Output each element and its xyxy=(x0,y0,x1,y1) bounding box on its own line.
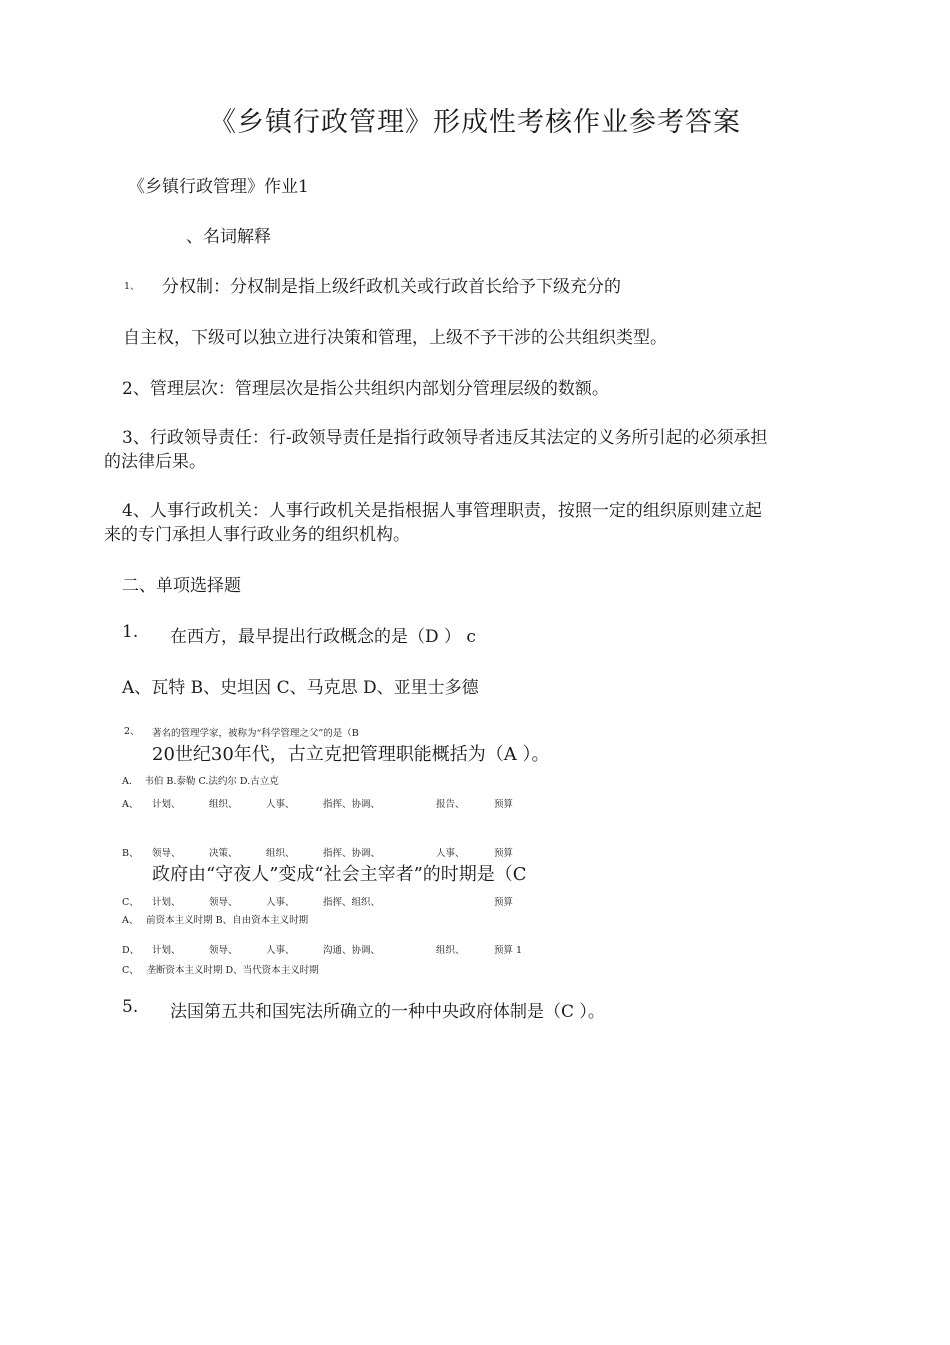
q3-option-a-item: 组织、 xyxy=(209,799,238,810)
q3-option-b-item: 人事、 xyxy=(436,848,465,859)
q3-option-d-item: 计划、 xyxy=(152,945,181,956)
q3-option-d-item: 领导、 xyxy=(209,945,238,956)
term-1-line2: 自主权，下级可以独立进行决策和管理，上级不予干涉的公共组织类型。 xyxy=(123,328,667,348)
q3-option-a-item: 报告、 xyxy=(436,799,465,810)
term-4-line1: 4、人事行政机关：人事行政机关是指根据人事管理职责，按照一定的组织原则建立起 xyxy=(122,501,762,521)
section-heading-terms: 、名词解释 xyxy=(186,227,271,247)
question-3-text: 20世纪30年代，古立克把管理职能概括为（A ）。 xyxy=(152,744,550,765)
q3-option-d-item: 人事、 xyxy=(266,945,295,956)
term-1-line1: 分权制：分权制是指上级纤政机关或行政首长给予下级充分的 xyxy=(162,277,621,297)
q3-option-c-item: 计划、 xyxy=(152,897,181,908)
q3-option-d-item: 组织、 xyxy=(436,945,465,956)
q3-option-c-item: 领导、 xyxy=(209,897,238,908)
q3-option-a-item: 计划、 xyxy=(152,799,181,810)
question-5-text: 法国第五共和国宪法所确立的一种中央政府体制是（C ）。 xyxy=(170,1002,605,1022)
term-3-line2: 的法律后果。 xyxy=(104,452,206,472)
assignment-subtitle: 《乡镇行政管理》作业1 xyxy=(128,177,309,197)
question-4-options-line1: A、 前资本主义时期 B、自由资本主义时期 xyxy=(122,915,309,926)
question-1-number: 1. xyxy=(122,622,139,642)
q3-option-c-item: 指挥、组织、 xyxy=(323,897,381,908)
q3-option-b-item: 领导、 xyxy=(152,848,181,859)
question-5-number: 5. xyxy=(122,997,139,1017)
question-4-text: 政府由“守夜人”变成“社会主宰者”的时期是（C xyxy=(152,864,527,885)
q3-option-c-item: 人事、 xyxy=(266,897,295,908)
question-2-text: 著名的管理学家，被称为“科学管理之父”的是（B xyxy=(152,728,359,739)
question-1-text: 在西方，最早提出行政概念的是（D ） c xyxy=(170,627,476,647)
q3-option-b-label: B、 xyxy=(122,848,139,859)
question-2-options: A. 韦伯 B.泰勒 C.法约尔 D.古立克 xyxy=(122,776,279,787)
term-4-line2: 来的专门承担人事行政业务的组织机构。 xyxy=(104,525,410,545)
q3-option-c-item: 预算 xyxy=(494,897,514,908)
q3-option-d-label: D、 xyxy=(122,945,140,956)
section-heading-choice: 二、单项选择题 xyxy=(122,576,241,596)
q3-option-b-item: 组织、 xyxy=(266,848,295,859)
document-title: 《乡镇行政管理》形成性考核作业参考答案 xyxy=(209,107,741,138)
q3-option-b-item: 决策、 xyxy=(209,848,238,859)
q3-option-d-item: 预算 1 xyxy=(494,945,523,956)
q3-option-b-item: 预算 xyxy=(494,848,514,859)
q3-option-b-item: 指挥、协调、 xyxy=(323,848,381,859)
q3-option-a-item: 预算 xyxy=(494,799,514,810)
term-3-line1: 3、行政领导责任：行-政领导责任是指行政领导者违反其法定的义务所引起的必须承担 xyxy=(122,428,768,448)
q3-option-c-label: C、 xyxy=(122,897,139,908)
question-2-number: 2、 xyxy=(124,726,140,737)
q3-option-d-item: 沟通、协调、 xyxy=(323,945,381,956)
q3-option-a-label: A、 xyxy=(122,799,139,810)
q3-option-a-item: 人事、 xyxy=(266,799,295,810)
q3-option-a-item: 指挥、协调、 xyxy=(323,799,381,810)
term-2: 2、管理层次：管理层次是指公共组织内部划分管理层级的数额。 xyxy=(122,379,609,399)
term-1-number: 1、 xyxy=(124,281,140,292)
question-1-options: A、瓦特 B、史坦因 C、马克思 D、亚里士多德 xyxy=(122,678,479,698)
question-4-options-line2: C、 垄断资本主义时期 D、当代资本主义时期 xyxy=(122,965,319,976)
